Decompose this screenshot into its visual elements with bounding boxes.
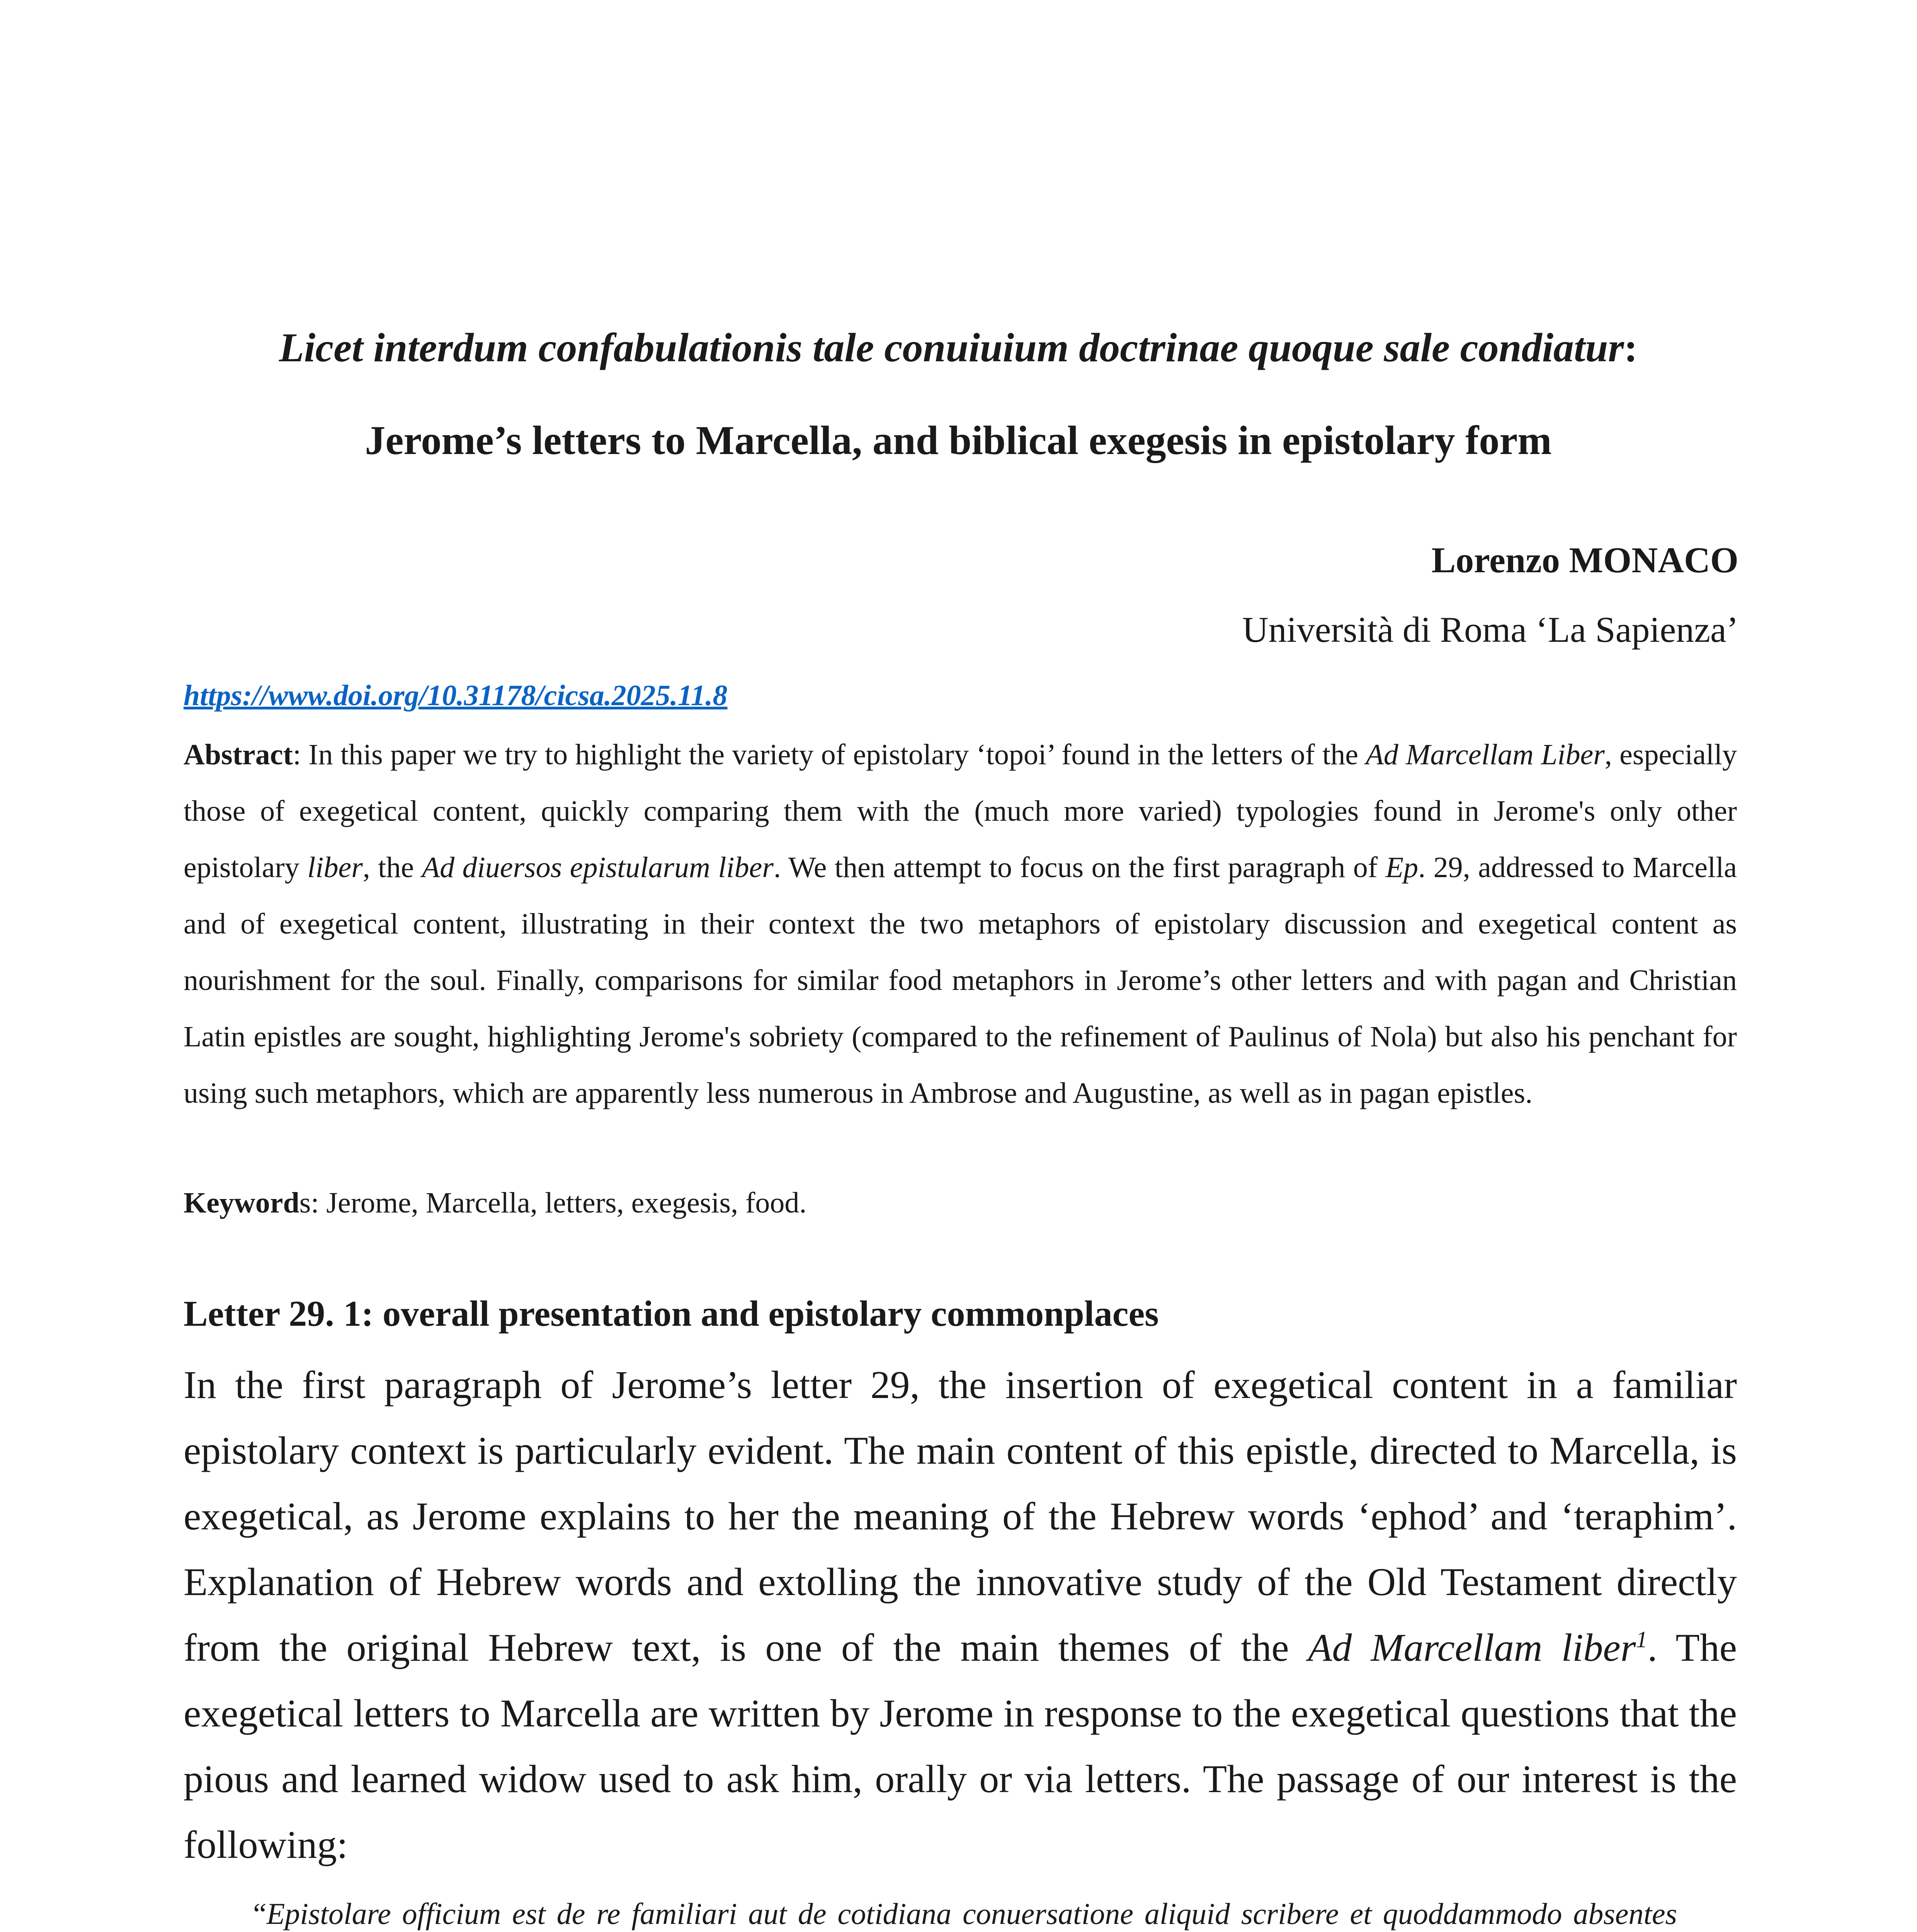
quote-text: Epistolare officium est de re familiari aut de cotidiana conuersatione aliquid scribere et quoddammodo absentes: [266, 1897, 1677, 1930]
keywords-text: : Jerome, Marcella, letters, exegesis, food.: [311, 1187, 807, 1219]
body-italic: Ad Marcellam liber: [1308, 1626, 1636, 1670]
quote-open-mark: “: [253, 1897, 267, 1930]
abstract-text: . 29, addressed to Marcella and of exegetical content, illustrating in their context the two metaphors of epistolary discussion and exegetical content as nourishment for the soul. Finally, comparisons for similar food metaphors in Jerome’s other letters and with pagan and Christian Latin epistles are sought, highlighting Jerome's sobriety (compared to the refinement of Paulinus of Nola) but also his penchant for using such metaphors, which are apparently less numerous in Ambrose and Augustine, as well as in pagan epistles.: [184, 851, 1737, 1109]
section-heading: Letter 29. 1: overall presentation and epistolary commonplaces: [184, 1294, 1159, 1334]
abstract-label: Abstract: [184, 738, 293, 771]
paper-title: [155, 301, 1762, 487]
abstract-italic: liber: [307, 851, 363, 884]
body-paragraph: [184, 1352, 1737, 1878]
title-english: Jerome’s letters to Marcella, and biblical exegesis in epistolary form: [365, 418, 1552, 463]
abstract-italic: Ad diuersos epistularum liber: [422, 851, 774, 884]
keywords-label: Keyword: [184, 1187, 299, 1219]
abstract-italic: Ad Marcellam Liber: [1366, 738, 1605, 771]
footnote-ref[interactable]: 1: [1636, 1627, 1648, 1652]
keywords: [184, 1175, 1737, 1231]
author-affiliation: Università di Roma ‘La Sapienza’: [1242, 610, 1738, 650]
abstract-text: . We then attempt to focus on the first paragraph of: [773, 851, 1386, 884]
abstract-italic: Ep: [1385, 851, 1419, 884]
abstract: [184, 726, 1737, 1121]
title-colon: :: [1624, 325, 1638, 370]
body-text: . The exegetical letters to Marcella are written by Jerome in response to the exegetical questions that the pious and learned widow used to ask him, orally or via letters. The passage of our interest is the following:: [184, 1626, 1737, 1867]
doi-link[interactable]: https://www.doi.org/10.31178/cicsa.2025.11.8: [184, 679, 728, 712]
abstract-text: , the: [362, 851, 422, 884]
author-name: Lorenzo MONACO: [1431, 540, 1738, 580]
abstract-text: , especially those of exegetical content, quickly comparing them with the (much more varied) typologies found in Jerome's only other epistolary: [184, 738, 1737, 884]
latin-quotation: [253, 1886, 1677, 1932]
body-text: In the first paragraph of Jerome’s letter 29, the insertion of exegetical content in a familiar epistolary context is particularly evident. The main content of this epistle, directed to Marcella, is exegetical, as Jerome explains to her the meaning of the Hebrew words ‘ephod’ and ‘teraphim’. Explanation of Hebrew words and extolling the innovative study of the Old Testament directly from the original Hebrew text, is one of the main themes of the: [184, 1363, 1737, 1670]
keywords-label-suffix: s: [299, 1187, 311, 1219]
abstract-text: : In this paper we try to highlight the variety of epistolary ‘topoi’ found in the letters of the: [293, 738, 1366, 771]
title-latin: Licet interdum confabulationis tale conuiuium doctrinae quoque sale condiatur: [279, 325, 1624, 370]
